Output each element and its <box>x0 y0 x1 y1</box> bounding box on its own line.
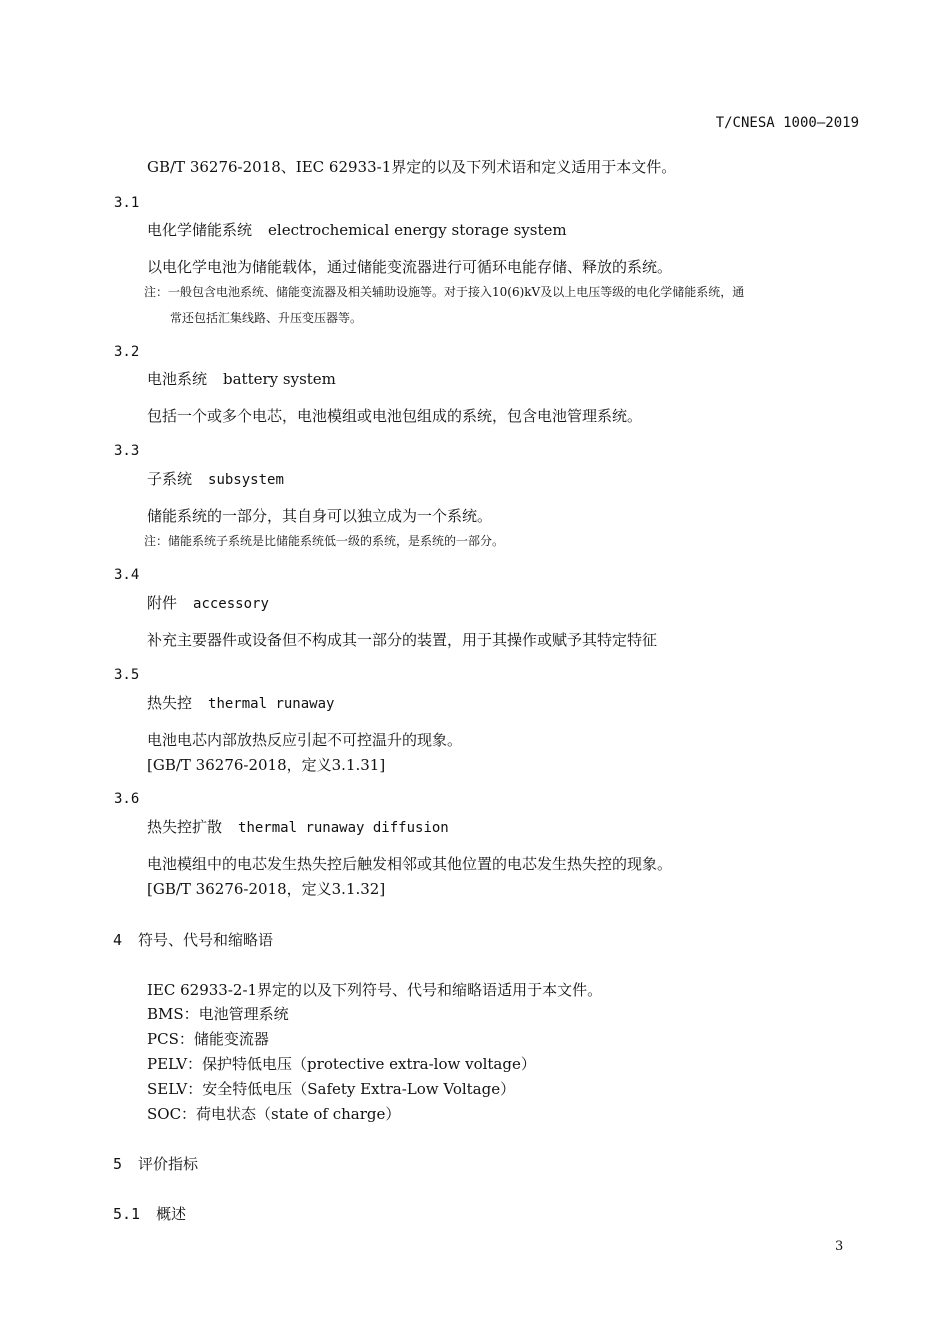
section-number: 5 <box>113 1155 123 1173</box>
term-definition: 电池模组中的电芯发生热失控后触发相邻或其他位置的电芯发生热失控的现象。 <box>147 855 673 873</box>
note-line: 常还包括汇集线路、升压变压器等。 <box>170 311 363 325</box>
section-intro: IEC 62933-2-1界定的以及下列符号、代号和缩略语适用于本文件。 <box>147 981 603 999</box>
term-number: 3.6 <box>114 791 140 807</box>
term-zh: 电池系统 <box>147 370 208 388</box>
abbreviation-item: PCS：储能变流器 <box>147 1030 269 1048</box>
term-en: electrochemical energy storage system <box>268 221 567 239</box>
term-definition: 以电化学电池为储能载体，通过储能变流器进行可循环电能存储、释放的系统。 <box>147 258 673 276</box>
term-zh: 子系统 <box>147 470 193 488</box>
term-number: 3.5 <box>114 667 140 683</box>
term-number: 3.3 <box>114 443 140 459</box>
term-definition: 储能系统的一部分，其自身可以独立成为一个系统。 <box>147 507 493 525</box>
abbreviation-item: SELV：安全特低电压（Safety Extra-Low Voltage） <box>147 1080 516 1098</box>
terms-intro: GB/T 36276-2018、IEC 62933-1界定的以及下列术语和定义适用于本文件。 <box>147 158 677 176</box>
section-title: 符号、代号和缩略语 <box>138 931 274 949</box>
term-definition: 补充主要器件或设备但不构成其一部分的装置，用于其操作或赋予其特定特征 <box>147 631 658 649</box>
term-zh: 附件 <box>147 594 178 612</box>
term-title <box>147 219 567 240</box>
section-title: 概述 <box>156 1205 187 1223</box>
section-heading <box>113 1153 198 1174</box>
term-number: 3.1 <box>114 195 140 211</box>
abbreviation-item: SOC：荷电状态（state of charge） <box>147 1105 401 1123</box>
term-title <box>147 468 284 489</box>
note-line: 注：储能系统子系统是比储能系统低一级的系统，是系统的一部分。 <box>144 534 505 548</box>
note-line: 注：一般包含电池系统、储能变流器及相关辅助设施等。对于接入10(6)kV及以上电压等级的电化学储能系统，通 <box>144 285 745 299</box>
document-id-header: T/CNESA 1000—2019 <box>715 115 859 131</box>
term-en: subsystem <box>208 472 284 488</box>
term-title <box>147 368 336 389</box>
term-en: thermal runaway <box>208 696 335 712</box>
section-number: 4 <box>113 931 123 949</box>
abbreviation-item: BMS：电池管理系统 <box>147 1005 289 1023</box>
term-en: thermal runaway diffusion <box>238 820 449 836</box>
term-title <box>147 816 449 837</box>
term-source: [GB/T 36276-2018，定义3.1.31] <box>147 756 386 774</box>
term-note <box>144 279 864 331</box>
term-definition: 电池电芯内部放热反应引起不可控温升的现象。 <box>147 731 463 749</box>
page-number: 3 <box>835 1239 844 1254</box>
section-heading <box>113 929 273 950</box>
term-en: battery system <box>223 370 336 388</box>
term-zh: 电化学储能系统 <box>147 221 253 239</box>
term-zh: 热失控 <box>147 694 193 712</box>
term-source: [GB/T 36276-2018，定义3.1.32] <box>147 880 386 898</box>
term-en: accessory <box>193 596 269 612</box>
term-zh: 热失控扩散 <box>147 818 223 836</box>
abbreviation-item: PELV：保护特低电压（protective extra-low voltage） <box>147 1055 536 1073</box>
term-note <box>144 528 864 554</box>
section-number: 5.1 <box>113 1205 141 1223</box>
term-number: 3.4 <box>114 567 140 583</box>
term-number: 3.2 <box>114 344 140 360</box>
term-title <box>147 692 334 713</box>
section-title: 评价指标 <box>138 1155 199 1173</box>
subsection-heading <box>113 1203 186 1224</box>
term-definition: 包括一个或多个电芯，电池模组或电池包组成的系统，包含电池管理系统。 <box>147 407 643 425</box>
term-title <box>147 592 269 613</box>
